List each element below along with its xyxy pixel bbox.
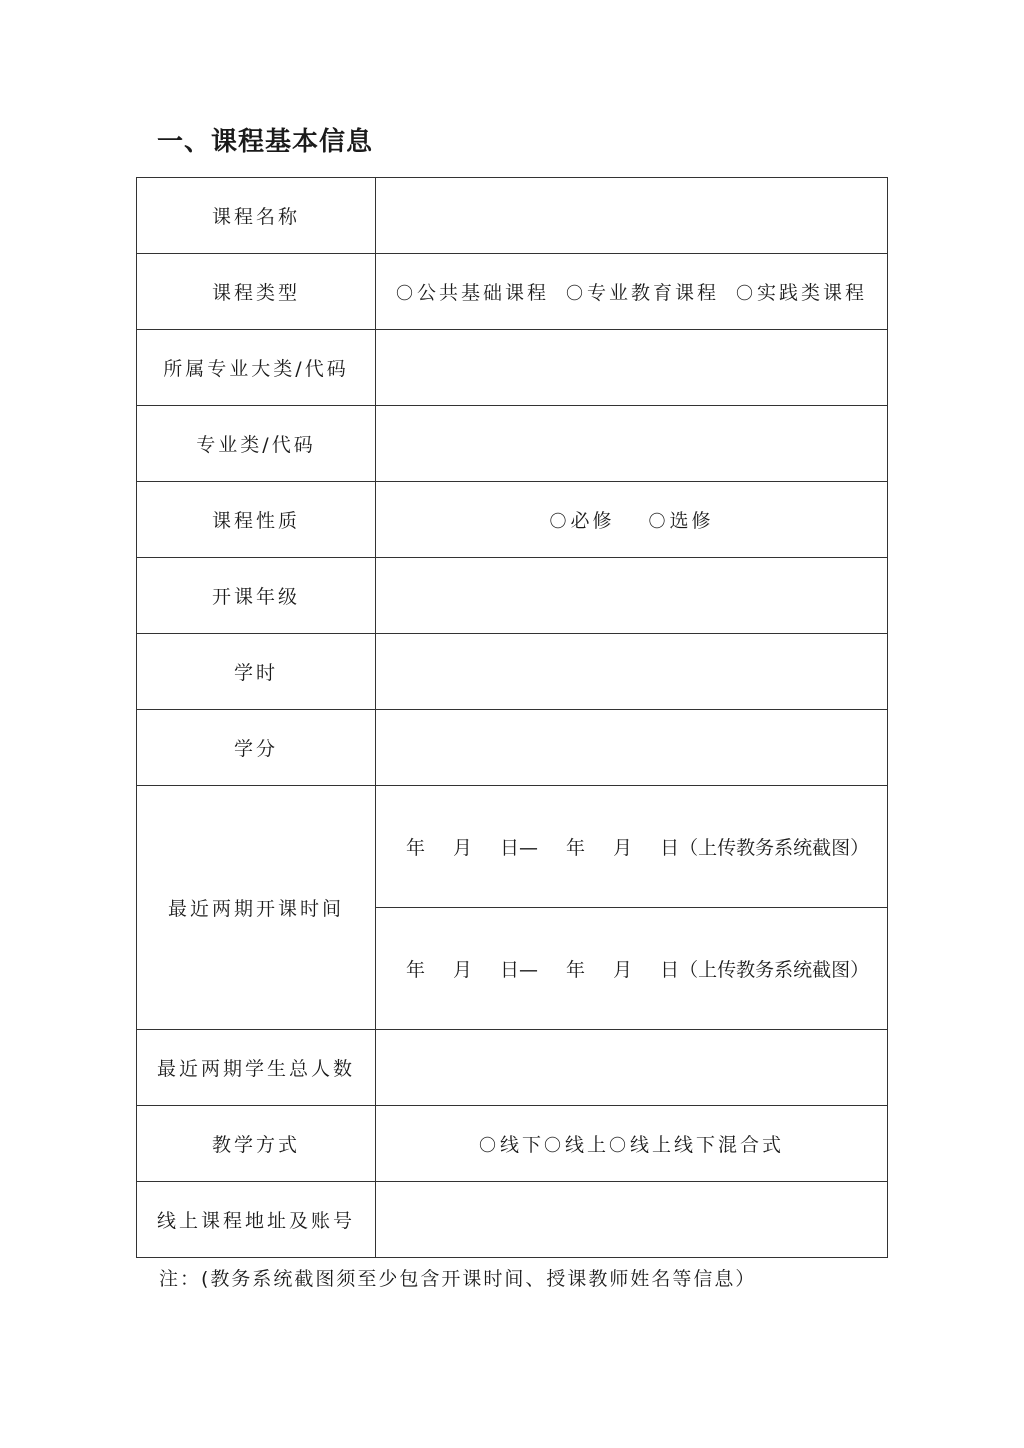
table-row bbox=[137, 254, 888, 330]
course-info-table bbox=[136, 177, 888, 1258]
course-name-field[interactable] bbox=[376, 178, 888, 254]
table-row bbox=[137, 558, 888, 634]
table-row bbox=[137, 1030, 888, 1106]
radio-circle-icon: 〇 bbox=[609, 1136, 629, 1156]
students-label: 最近两期学生总人数 bbox=[137, 1030, 376, 1106]
major-field[interactable] bbox=[376, 406, 888, 482]
term-2-date-field[interactable] bbox=[376, 908, 888, 1030]
table-row bbox=[137, 710, 888, 786]
course-type-option-practice[interactable] bbox=[736, 278, 867, 305]
table-row bbox=[137, 634, 888, 710]
major-category-field[interactable] bbox=[376, 330, 888, 406]
hours-field[interactable] bbox=[376, 634, 888, 710]
mode-option-offline[interactable] bbox=[479, 1130, 544, 1157]
table-row bbox=[137, 786, 888, 908]
grade-field[interactable] bbox=[376, 558, 888, 634]
mode-option-online[interactable] bbox=[544, 1130, 609, 1157]
radio-circle-icon: 〇 bbox=[648, 512, 669, 532]
year-label: 年 bbox=[406, 837, 426, 859]
year-label: 年 bbox=[566, 837, 586, 859]
month-label: 月 bbox=[613, 837, 633, 859]
upload-note: （上传教务系统截图） bbox=[679, 837, 870, 859]
year-label: 年 bbox=[566, 959, 586, 981]
nature-option-required[interactable] bbox=[549, 506, 614, 533]
course-type-option-major[interactable] bbox=[566, 278, 719, 305]
course-type-field bbox=[376, 254, 888, 330]
recent-terms-label: 最近两期开课时间 bbox=[137, 786, 376, 1030]
students-field[interactable] bbox=[376, 1030, 888, 1106]
course-type-option-public[interactable] bbox=[396, 278, 549, 305]
footnote: 注：(教务系统截图须至少包含开课时间、授课教师姓名等信息） bbox=[159, 1268, 757, 1290]
radio-circle-icon: 〇 bbox=[565, 284, 586, 304]
radio-circle-icon: 〇 bbox=[478, 1136, 499, 1156]
teaching-mode-field bbox=[376, 1106, 888, 1182]
table-row bbox=[137, 330, 888, 406]
course-name-label: 课程名称 bbox=[137, 178, 376, 254]
radio-circle-icon: 〇 bbox=[549, 512, 570, 532]
page-title: 一、课程基本信息 bbox=[157, 127, 374, 157]
course-type-label: 课程类型 bbox=[137, 254, 376, 330]
teaching-mode-label: 教学方式 bbox=[137, 1106, 376, 1182]
option-label: 线上线下混合式 bbox=[630, 1134, 785, 1156]
grade-label: 开课年级 bbox=[137, 558, 376, 634]
day-dash-label: 日— bbox=[500, 837, 539, 859]
year-label: 年 bbox=[406, 959, 426, 981]
table-row bbox=[137, 482, 888, 558]
major-label: 专业类/代码 bbox=[137, 406, 376, 482]
term-1-date-field[interactable] bbox=[376, 786, 888, 908]
table-row bbox=[137, 1106, 888, 1182]
online-course-label: 线上课程地址及账号 bbox=[137, 1182, 376, 1258]
option-label: 选修 bbox=[669, 510, 714, 532]
day-label: 日 bbox=[660, 837, 680, 859]
credits-field[interactable] bbox=[376, 710, 888, 786]
option-label: 线下 bbox=[499, 1134, 544, 1156]
option-label: 必修 bbox=[570, 510, 615, 532]
month-label: 月 bbox=[613, 959, 633, 981]
radio-circle-icon: 〇 bbox=[543, 1136, 564, 1156]
upload-note: （上传教务系统截图） bbox=[679, 959, 870, 981]
radio-circle-icon: 〇 bbox=[396, 284, 416, 304]
table-row bbox=[137, 406, 888, 482]
hours-label: 学时 bbox=[137, 634, 376, 710]
option-label: 公共基础课程 bbox=[417, 282, 550, 304]
option-label: 专业教育课程 bbox=[586, 282, 719, 304]
nature-option-elective[interactable] bbox=[649, 506, 714, 533]
month-label: 月 bbox=[453, 959, 473, 981]
credits-label: 学分 bbox=[137, 710, 376, 786]
option-label: 实践类课程 bbox=[756, 282, 867, 304]
day-dash-label: 日— bbox=[500, 959, 539, 981]
month-label: 月 bbox=[453, 837, 473, 859]
table-row bbox=[137, 178, 888, 254]
option-label: 线上 bbox=[564, 1134, 609, 1156]
table-row bbox=[137, 1182, 888, 1258]
mode-option-blended[interactable] bbox=[609, 1130, 784, 1157]
major-category-label: 所属专业大类/代码 bbox=[137, 330, 376, 406]
radio-circle-icon: 〇 bbox=[735, 284, 756, 304]
day-label: 日 bbox=[660, 959, 680, 981]
online-course-field[interactable] bbox=[376, 1182, 888, 1258]
course-nature-label: 课程性质 bbox=[137, 482, 376, 558]
course-nature-field bbox=[376, 482, 888, 558]
